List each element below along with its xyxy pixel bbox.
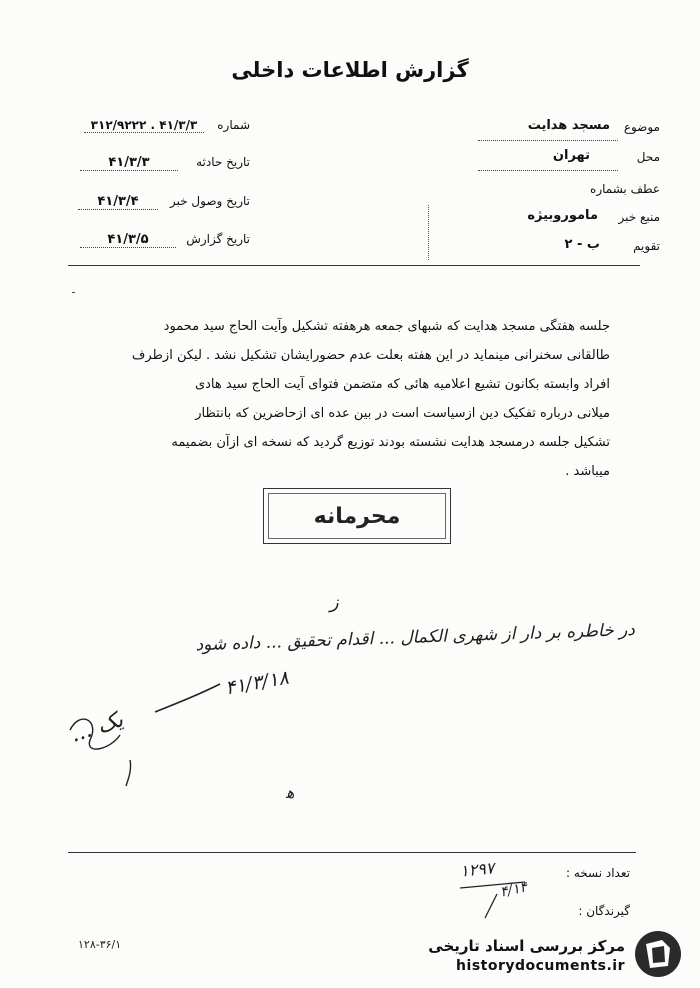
body-line: میلانی درباره تفکیک دین ازسیاست است در بین عده ای ازحاضرین که بانتظار	[195, 406, 610, 421]
copies-label: تعداد نسخه :	[565, 866, 630, 880]
recipients-label: گیرندگان :	[578, 904, 630, 918]
signature-scribble-icon	[60, 700, 170, 790]
handwritten-signature: یک ...	[67, 707, 127, 748]
field-subject-line	[478, 140, 618, 141]
field-number-label: شماره	[217, 118, 250, 132]
field-source-value: ماموروبیژه	[527, 208, 598, 223]
header-separator	[68, 265, 640, 266]
field-receipt-date-label: تاریخ وصول خبر	[169, 194, 250, 208]
page-title: گزارش اطلاعات داخلی	[231, 58, 469, 82]
field-subject-label: موضوع	[623, 120, 660, 134]
field-calendar-value: ب - ۲	[564, 237, 600, 252]
recipients-value: ۴/۱۴	[498, 879, 529, 901]
field-report-date-value: ۴۱/۳/۵	[80, 232, 176, 248]
field-source-label: منبع خبر	[618, 210, 660, 224]
field-reference-label: عطف بشماره	[590, 182, 660, 196]
field-number-value: ۳۱۲/۹۲۲۲ . ۴۱/۳/۳	[84, 118, 204, 133]
document-code: ۱۲۸-۳۶/۱	[78, 938, 122, 951]
confidential-stamp: محرمانه	[263, 488, 451, 544]
field-calendar-label: تقویم	[633, 239, 660, 253]
handwritten-note: در خاطره بر دار از شهری الکمال ... اقدام تحقیق ... داده شود	[195, 619, 636, 656]
column-divider	[428, 205, 429, 260]
field-report-date-label: تاریخ گزارش	[186, 232, 250, 246]
margin-mark: ـ	[72, 285, 75, 296]
archive-name: مرکز بررسی اسناد تاریخی	[428, 937, 625, 955]
footer-separator	[68, 852, 636, 853]
body-line: جلسه هفتگی مسجد هدایت که شبهای جمعه هرهفته تشکیل وآیت الحاج سید محمود	[163, 319, 610, 334]
field-location-value: تهران	[552, 148, 590, 163]
report-body	[95, 312, 610, 486]
handwriting-mark: ﻫ	[286, 783, 295, 802]
field-receipt-date-value: ۴۱/۳/۴	[78, 194, 158, 210]
body-line: افراد وابسته بکانون تشیع اعلامیه هائی که متضمن فتوای آیت الحاج سید هادی	[194, 377, 610, 392]
field-incident-date-label: تاریخ حادثه	[196, 155, 250, 169]
handwriting-mark: ز	[330, 592, 339, 613]
archive-website: historydocuments.ir	[456, 958, 625, 974]
field-subject-value: مسجد هدایت	[527, 118, 610, 133]
archive-logo-icon	[632, 928, 684, 980]
copies-value: ۱۲۹۷	[459, 858, 496, 881]
body-line: طالقانی سخنرانی مینماید در این هفته بعلت عدم حضورایشان تشکیل نشد . لیکن ازطرف	[131, 348, 610, 363]
body-line: میباشد .	[565, 464, 610, 479]
field-location-line	[478, 170, 618, 171]
field-location-label: محل	[636, 150, 660, 164]
handwritten-date: ۴۱/۳/۱۸	[223, 666, 291, 700]
body-line: تشکیل جلسه درمسجد هدایت نشسته بودند توزیع گردید که نسخه ای ازآن بضمیمه	[171, 435, 610, 450]
field-incident-date-value: ۴۱/۳/۳	[80, 155, 178, 171]
